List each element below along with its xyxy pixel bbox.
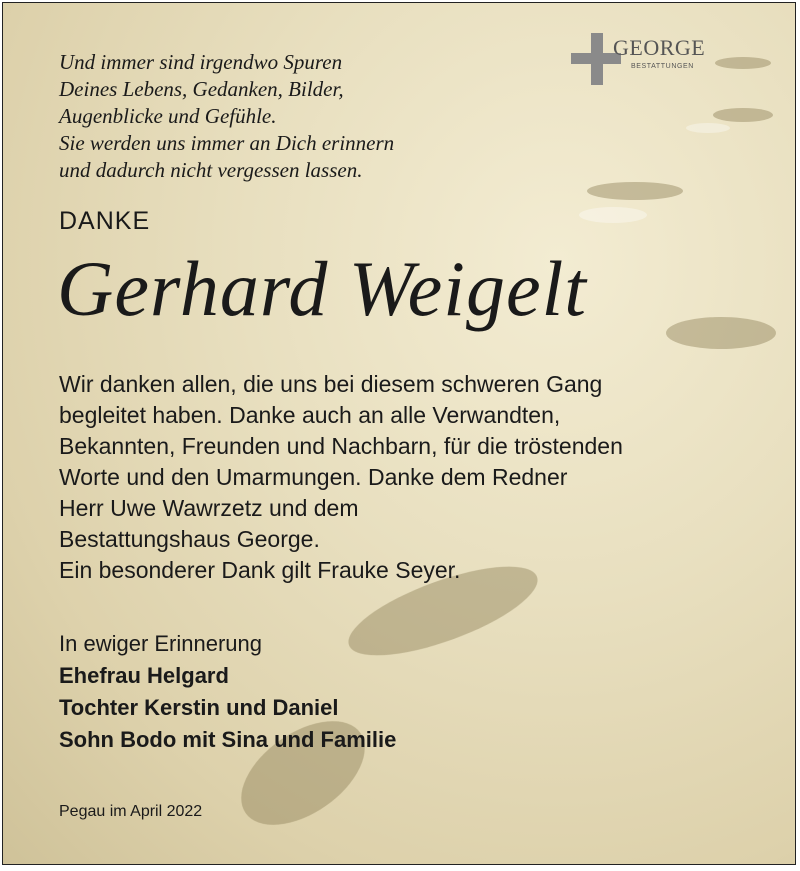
thanks-line: Ein besonderer Dank gilt Frauke Seyer. [59, 557, 461, 583]
poem-line: Sie werden uns immer an Dich erinnern [59, 131, 395, 155]
logo-subtitle: BESTATTUNGEN [631, 63, 694, 70]
mourners-block [59, 628, 396, 756]
footprint [587, 182, 683, 200]
thanks-line: Worte und den Umarmungen. Danke dem Redner [59, 464, 568, 490]
heading-danke: DANKE [59, 207, 151, 235]
mourner-name: Tochter Kerstin und Daniel [59, 695, 339, 720]
thanks-line: Wir danken allen, die uns bei diesem schweren Gang [59, 371, 603, 397]
george-logo [571, 33, 706, 93]
footprint [713, 108, 773, 122]
obituary-card [2, 2, 796, 865]
footprint [666, 317, 776, 349]
thanks-text [59, 369, 623, 586]
thanks-line: Herr Uwe Wawrzetz und dem [59, 495, 359, 521]
mourner-name: Ehefrau Helgard [59, 663, 229, 688]
footprint [715, 57, 771, 69]
thanks-line: begleitet haben. Danke auch an alle Verwandten, [59, 402, 561, 428]
mourner-name: Sohn Bodo mit Sina und Familie [59, 727, 397, 752]
deceased-name: Gerhard Weigelt [57, 245, 587, 332]
poem-line: Augenblicke und Gefühle. [59, 104, 277, 128]
closing-intro: In ewiger Erinnerung [59, 631, 263, 656]
logo-name: GEORGE [613, 35, 706, 60]
poem-line: und dadurch nicht vergessen lassen. [59, 158, 363, 182]
poem-line: Und immer sind irgendwo Spuren [59, 50, 343, 74]
place-date: Pegau im April 2022 [59, 803, 203, 820]
thanks-line: Bestattungshaus George. [59, 526, 320, 552]
thanks-line: Bekannten, Freunden und Nachbarn, für die tröstenden [59, 433, 623, 459]
poem-line: Deines Lebens, Gedanken, Bilder, [59, 77, 344, 101]
poem [59, 49, 394, 184]
